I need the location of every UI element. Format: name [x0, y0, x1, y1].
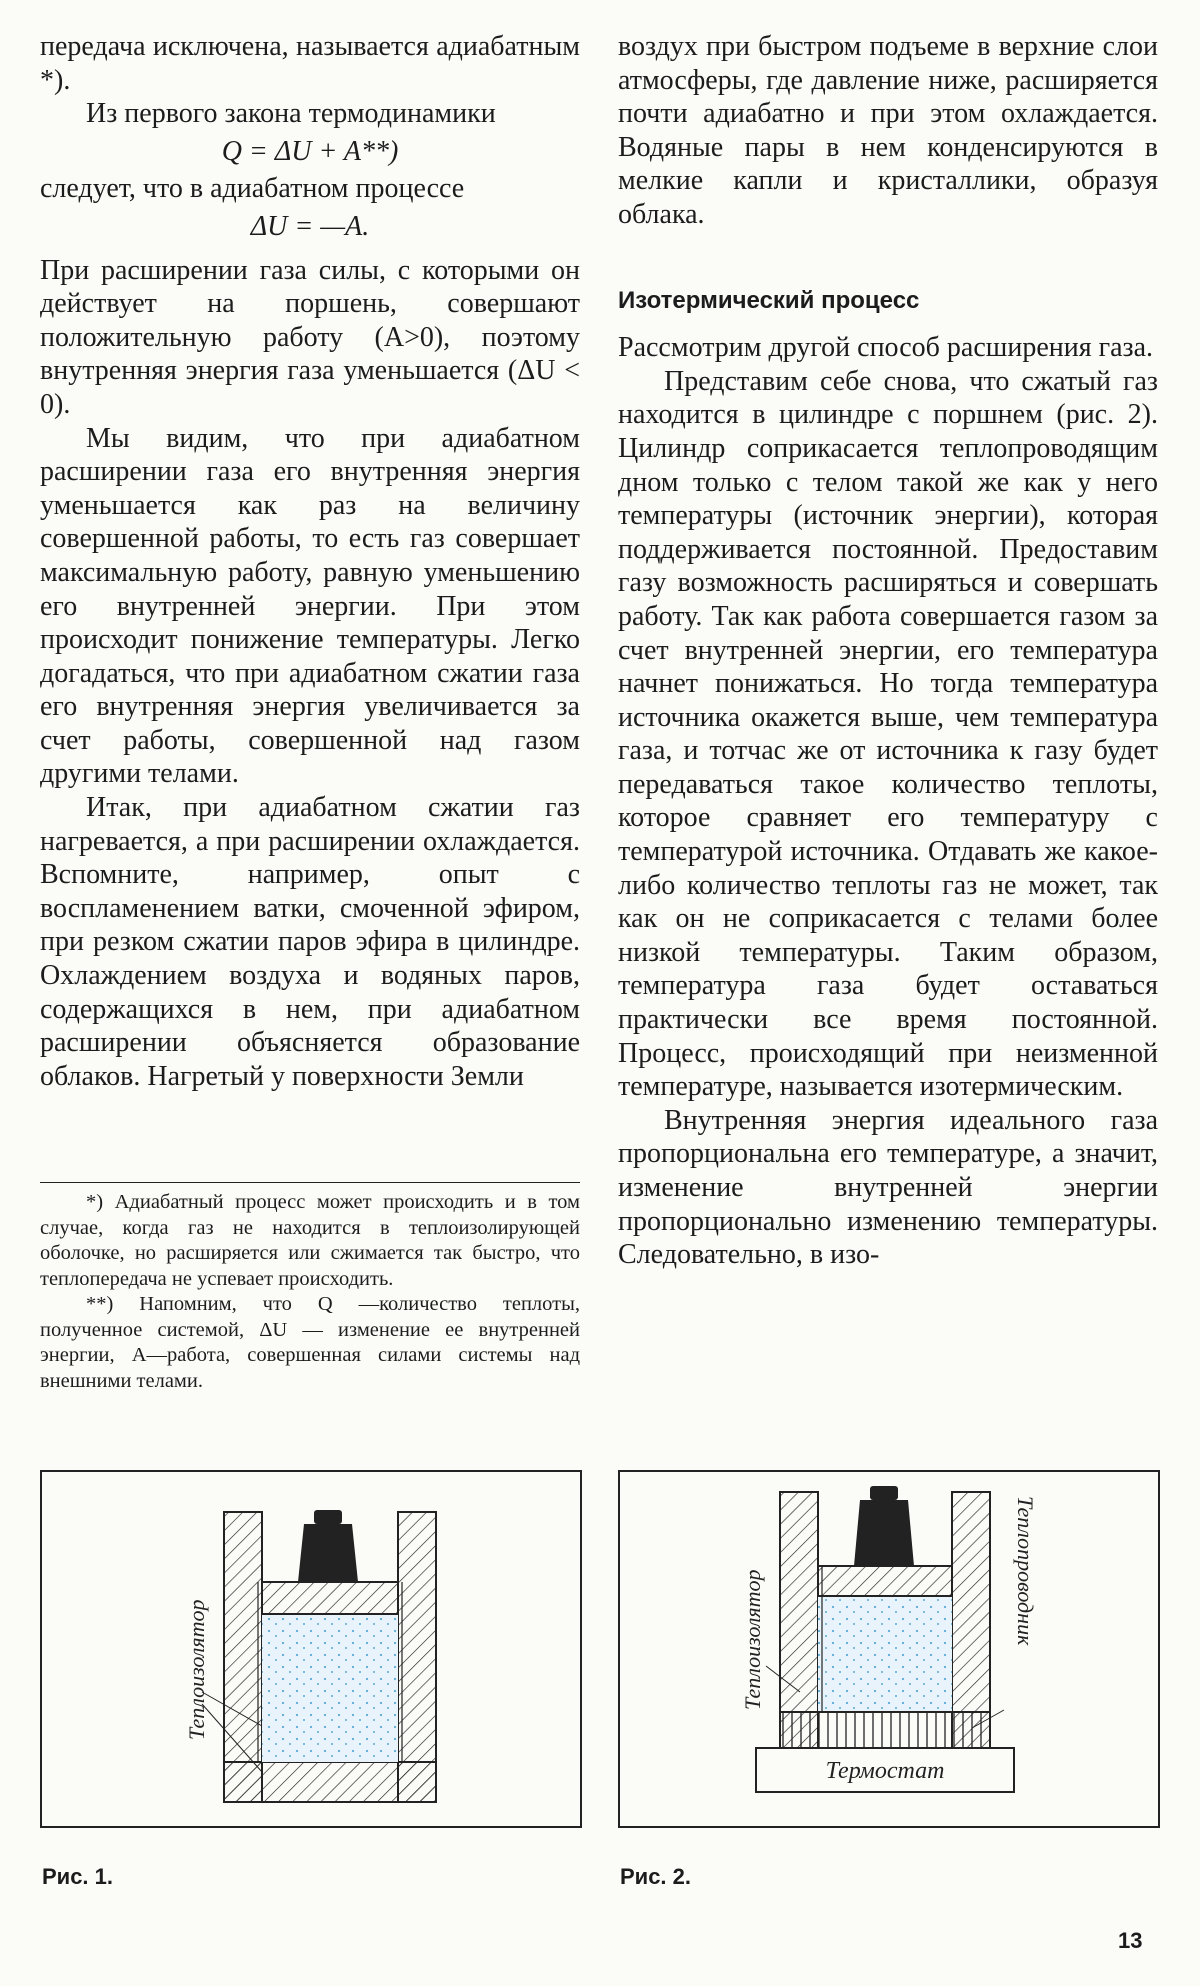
paragraph: Рассмотрим другой способ расширения газа.	[618, 332, 1153, 364]
right-column	[618, 30, 1158, 1272]
figure-2-diagram	[620, 1472, 1158, 1826]
footnote-divider	[40, 1182, 580, 1183]
left-wall	[780, 1492, 818, 1748]
label-insulator: Теплоизолятор	[740, 1569, 765, 1710]
section-heading: Изотермический процесс	[618, 286, 920, 314]
paragraph: Итак, при адиабатном сжатии газ нагревается, а при расширении охлаждается. Вспомните, например, опыт с воспламенением ватки, смоченной эфиром, при резком сжатии паров эфира в цилиндре. Охлаждением воздуха и водяных паров, содержащихся в нем, при адиабатном расширении объясняется образование облаков. Нагретый у поверхности Земли	[40, 792, 580, 1092]
formula-first-law: Q = ΔU + A**)	[221, 135, 399, 167]
weight	[854, 1486, 914, 1566]
figure-1-caption: Рис. 1.	[42, 1864, 114, 1889]
gas-particles	[262, 1614, 398, 1762]
footnote: **) Напомним, что Q —количество теплоты, полученное системой, ΔU — изменение ее внутренней энергии, A—работа, совершенная силами системы над внешними телами.	[40, 1293, 580, 1392]
piston	[818, 1566, 952, 1596]
piston	[262, 1582, 398, 1614]
footnote: *) Адиабатный процесс может происходить и в том случае, когда газ не находится в теплоизолирующей оболочке, но расширяется или сжимается так быстро, что теплопередача не успевает происходить.	[40, 1191, 580, 1290]
figure-2	[618, 1470, 1160, 1828]
page-number: 13	[1118, 1928, 1143, 1953]
paragraph: При расширении газа силы, с которыми он действует на поршень, совершают положительную работу (A>0), поэтому внутренняя энергия газа уменьшается (ΔU < 0).	[40, 254, 580, 420]
paragraph: Внутренняя энергия идеального газа пропорциональна его температуре, а значит, изменение внутренней энергии пропорционально изменению температуры. Следовательно, в изо-	[618, 1104, 1158, 1271]
paragraph: передача исключена, называется адиабатным *).	[40, 31, 580, 96]
conducting-bottom	[780, 1712, 990, 1748]
paragraph: Из первого закона термодинамики	[86, 98, 496, 130]
formula-adiabatic: ΔU = —A.	[250, 210, 370, 242]
right-wall	[398, 1512, 436, 1802]
gas-particles	[818, 1596, 952, 1712]
left-column	[40, 30, 580, 1093]
left-wall	[224, 1512, 262, 1802]
figure-1	[40, 1470, 582, 1828]
paragraph: следует, что в адиабатном процессе	[40, 173, 465, 205]
label-insulator: Теплоизолятор	[184, 1599, 209, 1740]
paragraph: воздух при быстром подъеме в верхние слои атмосферы, где давление ниже, расширяется почти адиабатно и при этом охлаждается. Водяные пары в нем конденсируются в мелкие капли и кристаллики, образуя облака.	[618, 31, 1158, 230]
right-wall	[952, 1492, 990, 1748]
paragraph: Мы видим, что при адиабатном расширении газа его внутренняя энергия уменьшается как раз на величину совершенной работы, то есть газ совершает максимальную работу, равную уменьшению его внутренней энергии. При этом происходит понижение температуры. Легко догадаться, что при адиабатном сжатии газа его внутренняя энергия увеличивается за счет работы, совершенной над газом другими телами.	[40, 422, 580, 790]
figure-2-caption: Рис. 2.	[620, 1864, 692, 1889]
weight	[298, 1510, 358, 1582]
cylinder-bottom	[224, 1762, 436, 1802]
paragraph: Представим себе снова, что сжатый газ находится в цилиндре с поршнем (рис. 2). Цилиндр соприкасается теплопроводящим дном только с телом такой же как у него температуры (источник энергии), которая поддерживается постоянной. Предоставим газу возможность расширяться и совершать работу. Так как работа совершается газом за счет внутренней энергии, его температура начнет понижаться. Но тогда температура источника окажется выше, чем температура газа, и тотчас же от источника к газу будет передаваться такое количество теплоты, которое сравняет его температуру с температурой источника. Отдавать же какое-либо количество теплоты газ не может, так как он не соприкасается с телами более низкой температуры. Таким образом, температура газа будет оставаться практически все время постоянной. Процесс, происходящий при неизменной температуре, называется изотермическим.	[618, 365, 1158, 1103]
figure-1-diagram	[42, 1472, 580, 1826]
footnotes	[40, 1190, 580, 1394]
label-conductor: Теплопроводник	[1013, 1496, 1038, 1646]
label-thermostat: Термостат	[825, 1758, 945, 1784]
